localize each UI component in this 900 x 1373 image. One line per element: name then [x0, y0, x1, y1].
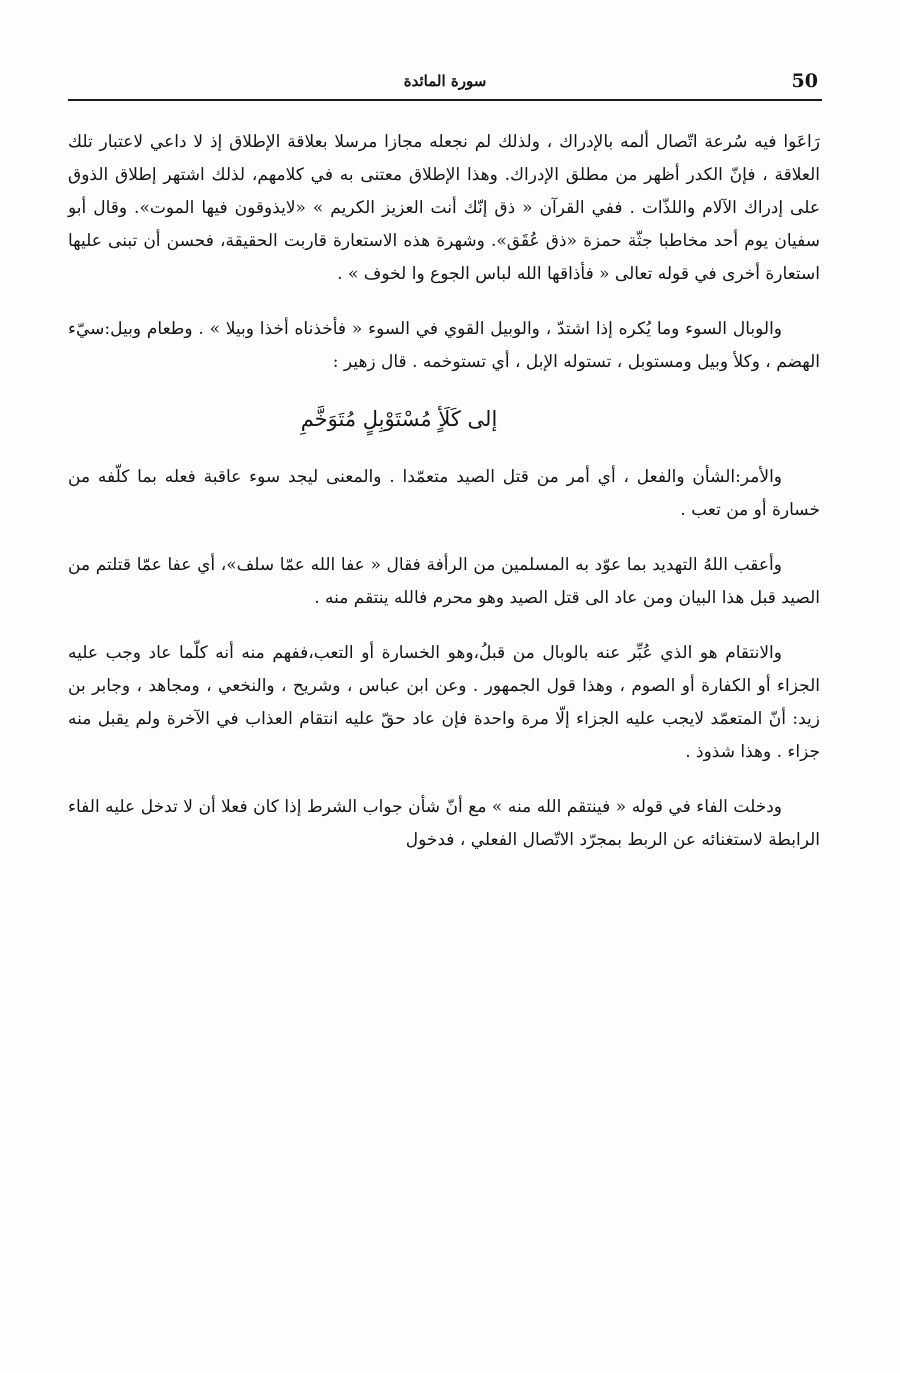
paragraph-3-text: والأمر:الشأن والفعل ، أي أمر من قتل الصيد متعمّدا . والمعنى ليجد سوء عاقبة فعله بما كلّفه من خسارة أو من تعب . [68, 467, 820, 520]
paragraph-1-text: رَاعَوا فيه سُرعة اتّصال ألمه بالإدراك ، ولذلك لم نجعله مجازا مرسلا بعلاقة الإطلاق إذ لا داعي لاعتبار تلك العلاقة ، فإنّ الكدر أظهر من مطلق الإدراك. وهذا الإطلاق معتنى به في كلامهم، لذلك اشتهر إطلاق الذوق على إدراك الآلام واللذّات . ففي القرآن « ذق إنّك أنت العزيز الكريم » «لايذوقون فيها الموت». وقال أبو سفيان يوم أحد مخاطبا جثّة حمزة «ذق عُقَق». وشهرة هذه الاستعارة قاربت الحقيقة، فحسن أن تبنى عليها استعارة أخرى في قوله تعالى « فأذاقها الله لباس الجوع وا لخوف » . [68, 132, 820, 284]
paragraph-4-text: وأعقب اللهُ التهديد بما عوّد به المسلمين من الرأفة فقال « عفا الله عمّا سلف»، أي عفا عمّا قتلتم من الصيد قبل هذا البيان ومن عاد الى قتل الصيد وهو محرم فالله ينتقم منه . [68, 555, 820, 608]
paragraph-6-text: ودخلت الفاء في قوله « فينتقم الله منه » مع أنّ شأن جواب الشرط إذا كان فعلا أن لا تدخل عليه الفاء الرابطة لاستغنائه عن الربط بمجرّد الاتّصال الفعلي ، فدخول [68, 797, 820, 850]
paragraph-3 [68, 461, 820, 527]
page-body [68, 126, 820, 879]
paragraph-5 [68, 637, 820, 769]
paragraph-4 [68, 549, 820, 615]
paragraph-5-text: والانتقام هو الذي عُبِّر عنه بالوبال من قبلُ،وهو الخسارة أو التعب،ففهم منه أنه كلّما عاد وجب عليه الجزاء أو الكفارة أو الصوم ، وهذا قول الجمهور . وعن ابن عباس ، وشريح ، والنخعي ، ومجاهد ، وجابر بن زيد: أنّ المتعمّد لايجب عليه الجزاء إلّا مرة واحدة فإن عاد حقّ عليه انتقام العذاب في الآخرة ولم يقبل منه جزاء . وهذا شذوذ . [68, 643, 820, 762]
page-header [68, 66, 822, 100]
page-number: 50 [791, 70, 818, 92]
paragraph-1 [68, 126, 820, 291]
poetry-verse: إلى كَلَأٍ مُسْتَوْبِلٍ مُتَوَخَّمِ [300, 407, 498, 431]
paragraph-2 [68, 313, 820, 379]
running-title: سورة المائدة [403, 72, 487, 90]
paragraph-2-text: والوبال السوء وما يُكره إذا اشتدّ ، والوبيل القوي في السوء « فأخذناه أخذا وبيلا » . وطعام وبيل:سيّء الهضم ، وكلأ وبيل ومستوبل ، تستوله الإبل ، أي تستوخمه . قال زهير : [68, 319, 820, 372]
header-rule [68, 99, 822, 101]
paragraph-6 [68, 791, 820, 857]
